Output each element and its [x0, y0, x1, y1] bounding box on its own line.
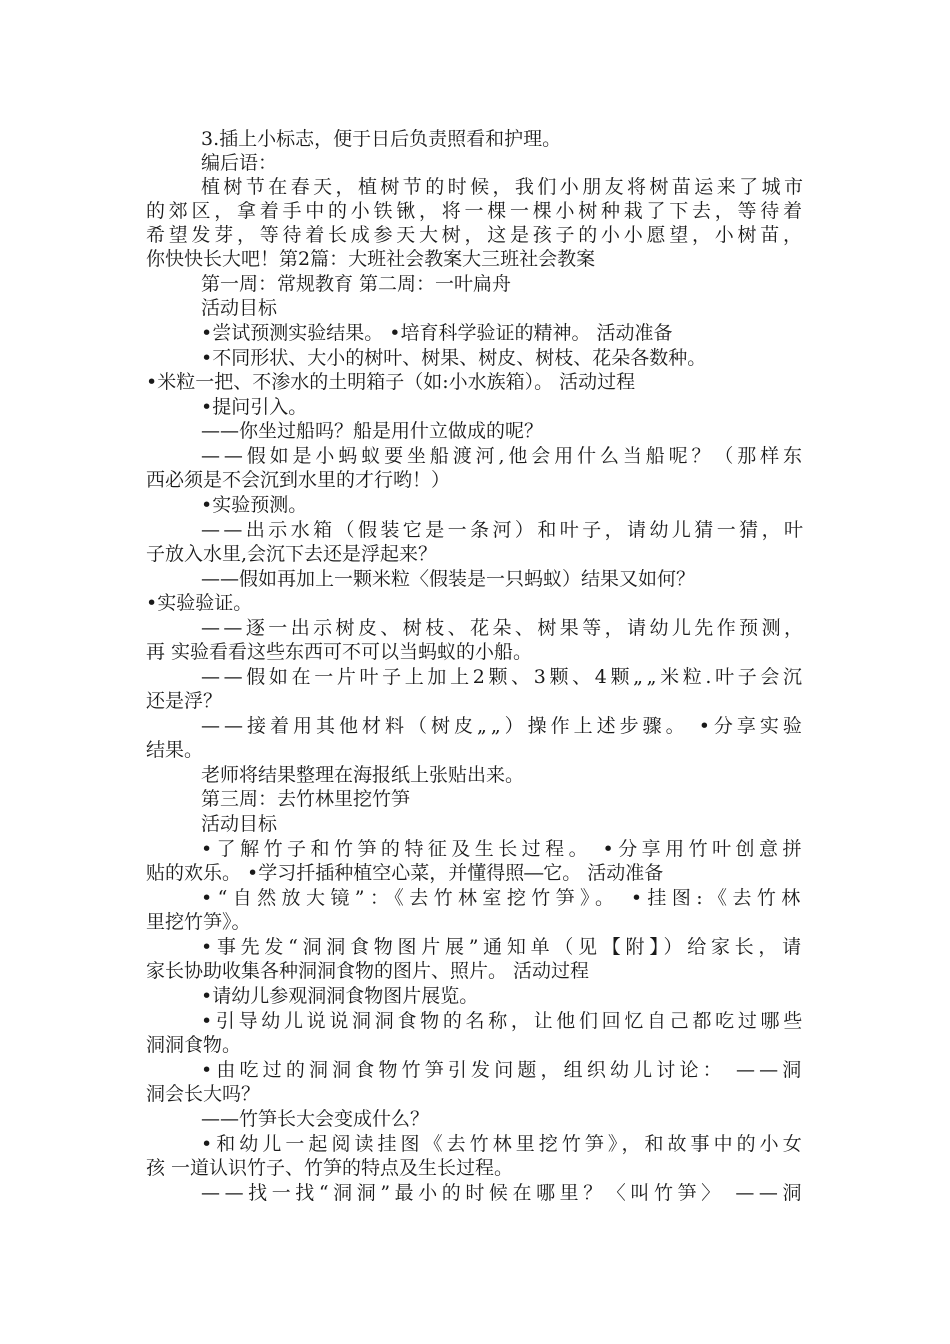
text-line: 老师将结果整理在海报纸上张贴出来。: [201, 764, 525, 786]
text-line: ——逐一出示树皮、树枝、花朵、树果等，请幼儿先作预测，: [201, 617, 807, 639]
text-line: 家长协助收集各种洞洞食物的图片、照片。 活动过程: [146, 960, 590, 982]
text-line: •和幼儿一起阅读挂图《去竹林里挖竹笋》，和故事中的小女: [201, 1133, 806, 1155]
text-line: 里挖竹笋》。: [146, 911, 251, 933]
text-line: •请幼儿参观洞洞食物图片展览。: [201, 985, 479, 1007]
text-line: 希望发芽，等待着长成参天大树，这是孩子的小小愿望，小树苗，: [146, 224, 806, 246]
text-line: •事先发“洞洞食物图片展”通知单（见【附】）给家长，请: [201, 936, 806, 958]
text-line: 3.插上小标志，便于日后负责照看和护理。: [201, 128, 562, 150]
text-line: 还是浮？: [146, 690, 223, 712]
text-line: •引导幼儿说说洞洞食物的名称，让他们回忆自己都吃过哪些: [201, 1010, 806, 1032]
text-line: 活动目标: [201, 297, 278, 319]
text-line: •由吃过的洞洞食物竹笋引发问题，组织幼儿讨论： ——洞: [201, 1059, 806, 1081]
text-line: •了解竹子和竹笋的特征及生长过程。 •分享用竹叶创意拼: [201, 838, 806, 860]
text-line: 植树节在春天，植树节的时候，我们小朋友将树苗运来了城市: [201, 176, 807, 198]
text-line: ——你坐过船吗？船是用什立做成的呢？: [201, 420, 544, 442]
text-line: •实验验证。: [146, 592, 253, 614]
text-line: ——假如是小蚂蚁要坐船渡河,他会用什么当船呢？（那样东: [201, 445, 806, 467]
text-line: 西必须是不会沉到水里的才行哟！）: [146, 469, 451, 491]
text-line: 你快快长大吧！第2篇：大班社会教案大三班社会教案: [146, 248, 596, 270]
text-line: •米粒一把、不渗水的土明箱子（如:小水族箱）。 活动过程: [146, 371, 636, 393]
text-line: ——找一找“洞洞”最小的时候在哪里？〈叫竹笋〉 ——洞: [201, 1182, 807, 1204]
text-line: 第一周：常规教育 第二周：一叶扁舟: [201, 273, 512, 295]
text-line: 洞会长大吗？: [146, 1083, 261, 1105]
text-line: 子放入水里,会沉下去还是浮起来？: [146, 543, 438, 565]
text-line: •“自然放大镜”：《去竹林室挖竹笋》。 •挂图:《去竹林: [201, 887, 806, 909]
text-line: 洞洞食物。: [146, 1034, 242, 1056]
text-line: •提问引入。: [201, 396, 308, 418]
text-line: 贴的欢乐。 •学习扦插种植空心菜，并懂得照―它。 活动准备: [146, 862, 664, 884]
text-line: 结果。: [146, 739, 204, 761]
text-line: 再 实验看看这些东西可不可以当蚂蚁的小船。: [146, 641, 533, 663]
text-line: ——假如再加上一颗米粒〈假装是一只蚂蚁）结果又如何？: [201, 568, 696, 590]
text-line: 的郊区，拿着手中的小铁锹，将一棵一棵小树种栽了下去，等待着: [146, 200, 806, 222]
text-line: •不同形状、大小的树叶、树果、树皮、树枝、花朵各数种。: [201, 347, 707, 369]
text-line: ——假如在一片叶子上加上2颗、3颗、4颗„„米粒.叶子会沉: [201, 666, 806, 688]
text-line: ——接着用其他材料（树皮„„）操作上述步骤。 •分享实验: [201, 715, 806, 737]
text-line: 活动目标: [201, 813, 278, 835]
text-line: •尝试预测实验结果。 •培育科学验证的精神。 活动准备: [201, 322, 673, 344]
text-line: 孩 一道认识竹子、竹笋的特点及生长过程。: [146, 1157, 514, 1179]
text-line: •实验预测。: [201, 494, 308, 516]
text-line: 第三周：去竹林里挖竹笋: [201, 788, 411, 810]
text-line: 编后语：: [201, 152, 278, 174]
text-line: ——出示水箱（假装它是一条河）和叶子，请幼儿猜一猜，叶: [201, 519, 807, 541]
text-line: ——竹笋长大会变成什么？: [201, 1108, 430, 1130]
